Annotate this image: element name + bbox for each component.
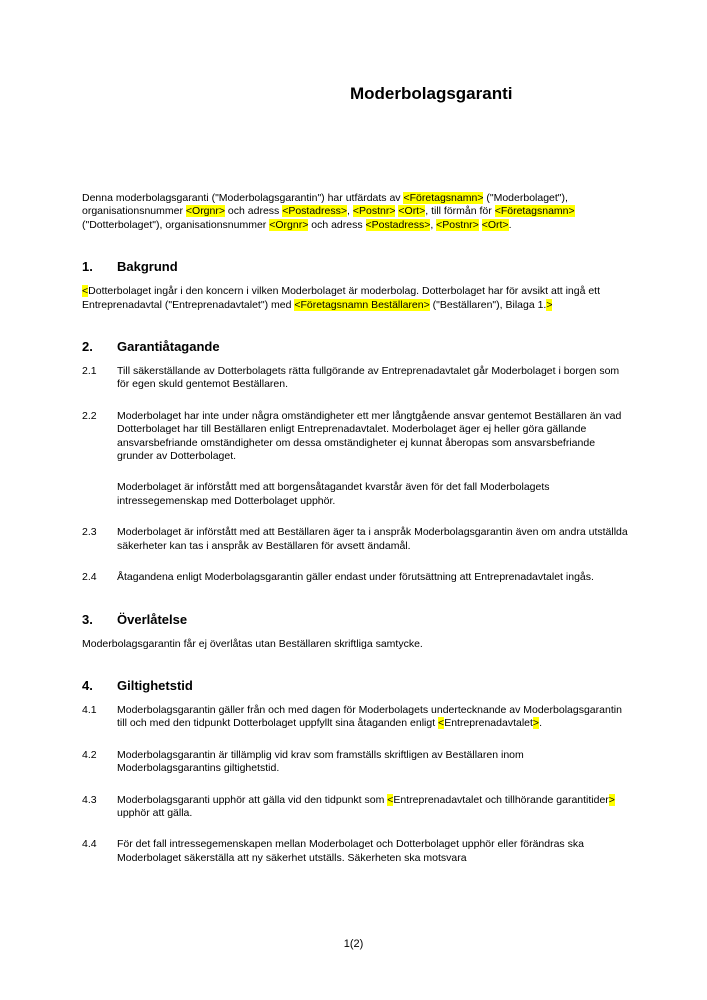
section-1-title: Bakgrund xyxy=(117,259,178,275)
clause-4-2-text: Moderbolagsgarantin är tillämplig vid krav som framställs skriftligen av Beställaren inom Moderbolagsgarantins giltighetstid. xyxy=(117,748,524,775)
section-3-number: 3. xyxy=(82,611,93,627)
clause-2-1-number: 2.1 xyxy=(82,365,97,378)
section-3-paragraph: Moderbolagsgarantin får ej överlåtas utan Beställaren skriftliga samtycke. xyxy=(82,637,423,650)
clause-2-1 xyxy=(82,365,628,392)
section-1-number: 1. xyxy=(82,259,93,275)
highlighted-placeholder: <Orgnr> xyxy=(269,218,309,231)
section-2-heading xyxy=(82,339,628,355)
clause-4-4-text: För det fall intressegemenskapen mellan Moderbolaget och Dotterbolaget upphör eller förändras ska Moderbolaget säkerställa att ny säkerhet utställs. Säkerheten ska motsvara xyxy=(117,838,584,864)
section-2-number: 2. xyxy=(82,339,93,355)
clause-2-2-continuation xyxy=(82,481,628,508)
section-4-number: 4. xyxy=(82,677,93,693)
clause-2-2-continuation-text: Moderbolaget är införstått med att borgensåtagandet kvarstår även för det fall Moderbolagets intressegemenskap med Dotterbolaget upphör. xyxy=(117,481,550,507)
highlighted-placeholder: > xyxy=(546,298,553,311)
highlighted-placeholder: < xyxy=(438,717,445,730)
section-3-heading xyxy=(82,612,628,628)
highlighted-placeholder: <Postadress> xyxy=(365,218,431,231)
clause-2-2-text: Moderbolaget har inte under några omständigheter ett mer långtgående ansvar gentemot Beställaren än vad Dotterbolaget har till Beställaren enligt Entreprenadavtalet. Moderbolaget äger ej heller göra gällande ansvarsbefriande omständigheter om dessa omständigheter ej kunnat åberopas som ansvarsbefriande grunder av Dotterbolaget. xyxy=(117,409,622,463)
document-title: Moderbolagsgaranti xyxy=(350,84,513,103)
highlighted-placeholder: <Orgnr> xyxy=(185,205,225,218)
highlighted-placeholder: <Företagsnamn Beställaren> xyxy=(294,298,430,311)
clause-4-1-number: 4.1 xyxy=(82,703,97,716)
clause-2-2-continuation-number xyxy=(82,481,117,508)
clause-2-2 xyxy=(82,410,628,464)
highlighted-placeholder: <Postnr> xyxy=(352,205,396,218)
clause-4-3 xyxy=(82,794,628,821)
clause-2-4-text: Åtagandena enligt Moderbolagsgarantin gäller endast under förutsättning att Entreprenadavtalet ingås. xyxy=(117,571,594,584)
highlighted-placeholder: < xyxy=(387,793,394,806)
highlighted-placeholder: > xyxy=(608,793,615,806)
clause-4-1 xyxy=(82,704,628,731)
clause-4-2-number: 4.2 xyxy=(82,748,97,761)
highlighted-placeholder: <Företagsnamn> xyxy=(403,192,484,204)
section-4-heading xyxy=(82,678,628,694)
highlighted-placeholder: <Postnr> xyxy=(436,218,479,231)
clause-2-3-number: 2.3 xyxy=(82,526,97,539)
clause-2-4 xyxy=(82,571,628,584)
clause-2-2-number: 2.2 xyxy=(82,409,97,422)
highlighted-placeholder: > xyxy=(532,717,540,730)
clause-2-3-text: Moderbolaget är införstått med att Beställaren äger ta i anspråk Moderbolagsgarantin även om andra utställda säkerheter kan tas i anspråk av Beställaren för avsett ändamål. xyxy=(117,526,628,552)
highlighted-placeholder: < xyxy=(82,285,89,298)
section-1-paragraph: <Dotterbolaget ingår i den koncern i vilken Moderbolaget är moderbolag. Dotterbolaget har för avsikt att ingå ett Entreprenadavtal ("Entreprenadavtalet") med <Företagsnamn Beställaren> ("Beställaren"), Bilaga 1.> xyxy=(82,285,601,311)
section-4-title: Giltighetstid xyxy=(117,677,193,693)
clause-2-3 xyxy=(82,526,628,553)
intro-paragraph: Denna moderbolagsgaranti ("Moderbolagsgarantin") har utfärdats av <Företagsnamn> ("Moderbolaget"), organisationsnummer <Orgnr> och adress <Postadress>, <Postnr> <Ort>, till förmån för <Företagsnamn> ("Dotterbolaget"), organisationsnummer <Orgnr> och adress <Postadress>, <Postnr> <Ort>. xyxy=(82,192,575,231)
document-body xyxy=(82,192,628,883)
clause-4-3-number: 4.3 xyxy=(82,793,97,806)
highlighted-placeholder: <Företagsnamn> xyxy=(494,205,575,218)
clause-4-4-number: 4.4 xyxy=(82,838,97,851)
clause-2-1-text: Till säkerställande av Dotterbolagets rätta fullgörande av Entreprenadavtalet går Moderbolaget i borgen som för egen skuld gentemot Beställaren. xyxy=(117,365,620,391)
clause-4-3-text: Moderbolagsgaranti upphör att gälla vid den tidpunkt som <Entreprenadavtalet och tillhörande garantitider> upphör att gälla. xyxy=(117,793,615,819)
clause-2-4-number: 2.4 xyxy=(82,571,97,584)
highlighted-placeholder: <Ort> xyxy=(398,205,426,218)
section-1-heading xyxy=(82,259,628,275)
highlighted-placeholder: <Ort> xyxy=(481,218,509,231)
highlighted-placeholder: <Postadress> xyxy=(282,205,347,218)
clause-4-2 xyxy=(82,749,628,776)
section-3-title: Överlåtelse xyxy=(117,611,188,627)
clause-4-1-text: Moderbolagsgarantin gäller från och med dagen för Moderbolagets undertecknande av Moderbolagsgarantin till och med den tidpunkt Dotterbolaget uppfyllt sina åtaganden enligt <Entreprenadavtalet>. xyxy=(117,703,622,730)
clause-4-4 xyxy=(82,838,628,865)
page-number: 1(2) xyxy=(343,938,364,950)
section-2-title: Garantiåtagande xyxy=(117,339,220,355)
